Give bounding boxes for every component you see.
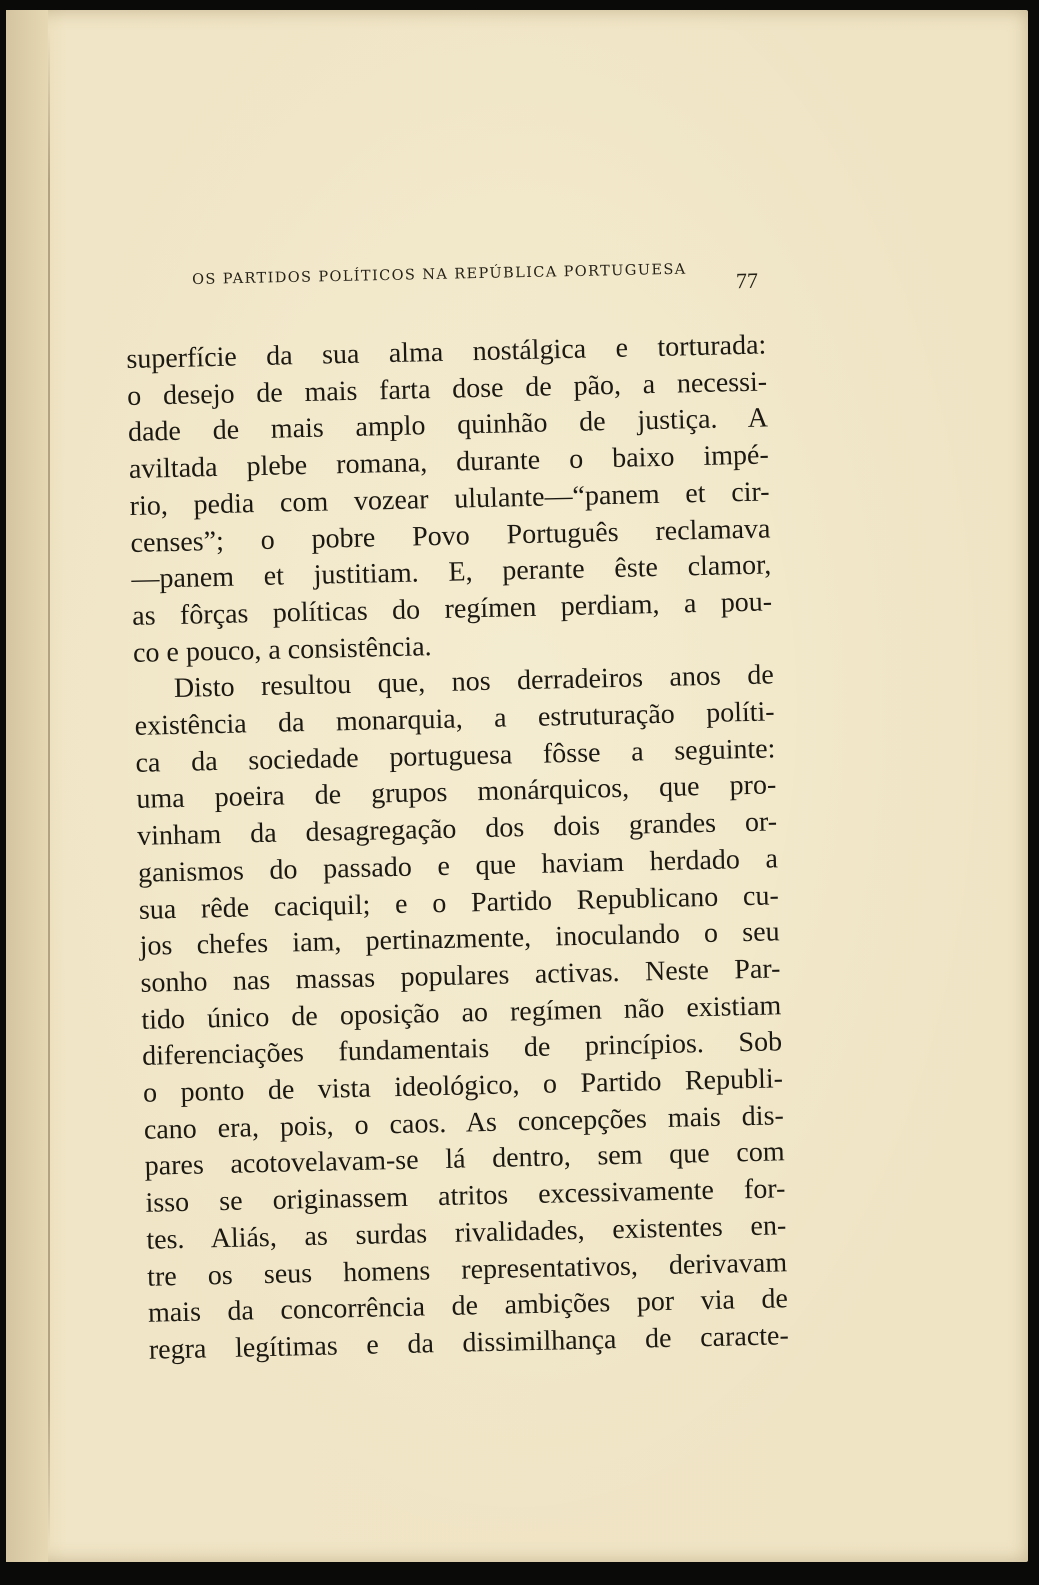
text-line: jos chefes iam, pertinazmente, inoculando o seu (139, 916, 780, 963)
text-line: cano era, pois, o caos. As concepções mais dis- (143, 1100, 785, 1146)
text-line: tre os seus homens representativos, derivavam (146, 1246, 788, 1293)
text-line: rio, pedia com vozear ululante—“panem et cir- (129, 476, 770, 522)
text-line: o ponto de vista ideológico, o Partido Republi- (142, 1063, 784, 1109)
body-text (126, 327, 819, 1370)
text-line: pares acotovelavam-se lá dentro, sem que com (144, 1136, 785, 1183)
text-line: censes”; o pobre Povo Português reclamava (130, 512, 771, 559)
text-line: ca da sociedade portuguesa fôsse a seguinte: (135, 733, 776, 779)
text-line: dade de mais amplo quinhão de justiça. A (127, 402, 769, 449)
text-line: uma poeira de grupos monárquicos, que pro- (136, 769, 777, 816)
text-line: as fôrças políticas do regímen perdiam, a pou- (131, 586, 773, 632)
text-line: Disto resultou que, nos derradeiros anos de (173, 659, 775, 705)
page-gutter (6, 10, 48, 1562)
text-line: mais da concorrência de ambições por via de (147, 1283, 789, 1330)
page-number: 77 (735, 267, 759, 294)
text-line: ganismos do passado e que haviam herdado a (137, 843, 779, 889)
text-line: —panem et justitiam. E, perante êste clamor, (131, 549, 772, 596)
gutter-fold (48, 30, 50, 1550)
running-head: OS PARTIDOS POLÍTICOS NA REPÚBLICA PORTUGUESA (192, 261, 687, 288)
text-line: regra legítimas e da dissimilhança de caracte- (148, 1320, 790, 1366)
text-line: sua rêde caciquil; e o Partido Republicano cu- (138, 879, 780, 926)
text-line: vinham da desagregação dos dois grandes or- (136, 806, 778, 853)
text-line: tes. Aliás, as surdas rivalidades, existentes en- (146, 1210, 787, 1256)
text-line: co e pouco, a consistência. (132, 630, 432, 669)
text-line: isso se originassem atritos excessivamente for- (145, 1173, 786, 1219)
text-line: diferenciações fundamentais de princípios. Sob (141, 1026, 783, 1073)
text-line: o desejo de mais farta dose de pão, a necessi- (126, 366, 768, 412)
text-line: superfície da sua alma nostálgica e torturada: (126, 329, 767, 375)
book-page (6, 10, 1028, 1562)
text-line: tido único de oposição ao regímen não existiam (141, 989, 782, 1036)
text-line: aviltada plebe romana, durante o baixo impé- (128, 439, 770, 486)
text-line: sonho nas massas populares activas. Neste Par- (140, 953, 781, 999)
text-line: existência da monarquia, a estruturação políti- (134, 696, 775, 742)
